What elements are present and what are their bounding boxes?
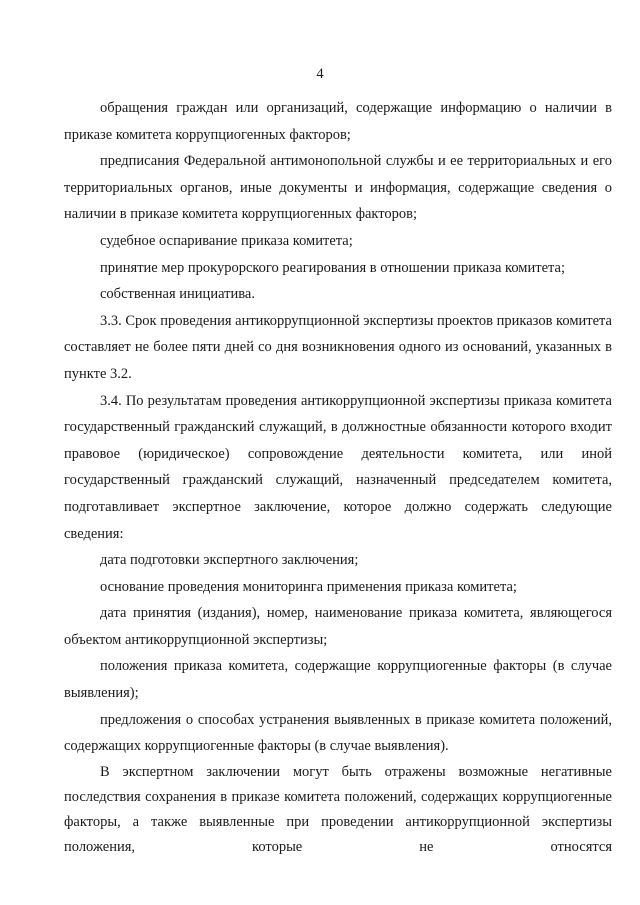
paragraph-own-initiative: собственная инициатива. bbox=[100, 286, 255, 303]
paragraph-corruption-provisions: положения приказа комитета, содержащие коррупциогенные факторы (в случае выявления); bbox=[64, 658, 612, 702]
paragraph-monitoring-basis: основание проведения мониторинга применения приказа комитета; bbox=[100, 578, 517, 595]
paragraph-citizen-appeals: обращения граждан или организаций, содержащие информацию о наличии в приказе комитета коррупциогенных факторов; bbox=[64, 100, 612, 143]
page-number: 4 bbox=[316, 66, 324, 82]
paragraph-prosecutor-response: принятие мер прокурорского реагирования в отношении приказа комитета; bbox=[100, 259, 565, 276]
paragraph-3-4: 3.4. По результатам проведения антикоррупционной экспертизы приказа комитета государственный гражданский служащий, в должностные обязанности которого входит правовое (юридическое) сопровождение деятельности комитета, или иной государственный гражданский служащий, назначенный председателем комитета, подготавливает экспертное заключение, которое должно содержать следующие сведения: bbox=[64, 392, 612, 542]
document-body bbox=[64, 95, 612, 860]
paragraph-order-details: дата принятия (издания), номер, наименование приказа комитета, являющегося объектом антикоррупционной экспертизы; bbox=[64, 605, 612, 648]
paragraph-elimination-proposals: предложения о способах устранения выявленных в приказе комитета положений, содержащих коррупциогенные факторы (в случае выявления). bbox=[64, 711, 612, 755]
paragraph-conclusion-date: дата подготовки экспертного заключения; bbox=[100, 552, 359, 569]
paragraph-fas-orders: предписания Федеральной антимонопольной службы и ее территориальных и его территориальных органов, иные документы и информация, содержащие сведения о наличии в приказе комитета коррупциогенных факторов; bbox=[64, 153, 612, 223]
paragraph-3-3: 3.3. Срок проведения антикоррупционной экспертизы проектов приказов комитета составляет не более пяти дней со дня возникновения одного из оснований, указанных в пункте 3.2. bbox=[64, 312, 612, 382]
paragraph-negative-consequences: В экспертном заключении могут быть отражены возможные негативные последствия сохранения в приказе комитета положений, содержащих коррупциогенные факторы, а также выявленные при проведении антикоррупционной экспертизы положения, которые не относятся bbox=[64, 763, 612, 855]
paragraph-court-challenge: судебное оспаривание приказа комитета; bbox=[100, 232, 353, 249]
